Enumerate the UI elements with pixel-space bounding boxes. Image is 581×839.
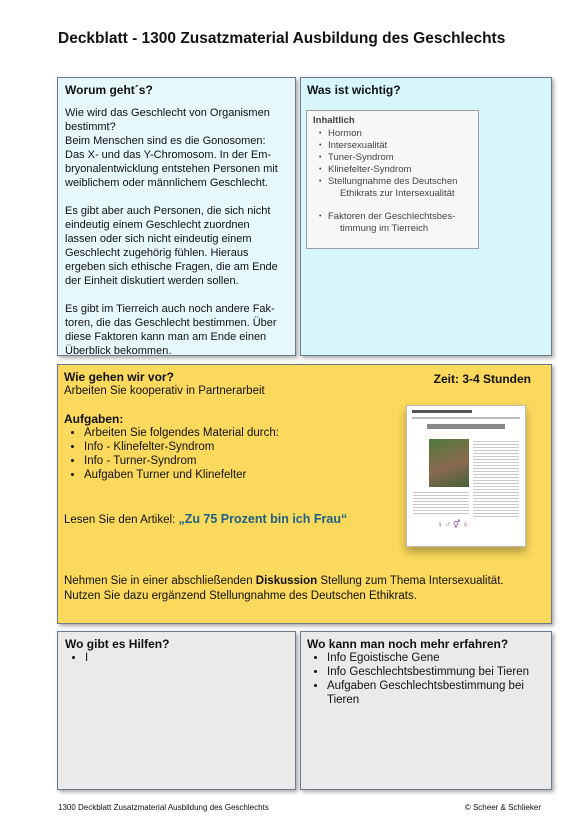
vorgehen-intro: Arbeiten Sie kooperativ in Partnerarbeit [64, 385, 265, 397]
list-item-line: Faktoren der Geschlechtsbes- [328, 211, 456, 222]
worum-para-3 [65, 302, 288, 358]
hilfen-heading: Wo gibt es Hilfen? [65, 637, 170, 651]
article-title[interactable]: „Zu 75 Prozent bin ich Frau“ [178, 512, 348, 526]
list-item: • Intersexualität [319, 140, 472, 152]
diskussion-post: Stellung zum Thema Intersexualität. [317, 575, 504, 587]
vorgehen-heading: Wie gehen wir vor? [64, 370, 174, 384]
inhaltlich-list [313, 128, 472, 235]
thumb-photo [429, 439, 469, 487]
list-item: • Tuner-Syndrom [319, 152, 472, 164]
hilfen-list [65, 651, 288, 665]
list-item: • I [85, 651, 288, 665]
list-item: • Info Geschlechtsbestimmung bei Tieren [327, 665, 545, 679]
aufgaben-heading: Aufgaben: [64, 412, 124, 426]
worum-para-2 [65, 204, 288, 288]
wichtig-heading: Was ist wichtig? [307, 83, 401, 97]
worum-line: Wie wird das Geschlecht von Organismen [65, 107, 270, 119]
thumb-columns [473, 439, 519, 519]
worum-line: Beim Menschen sind es die Gonosomen: [65, 135, 266, 147]
worum-line: Überblick bekommen. [65, 345, 172, 357]
mehr-box [300, 631, 552, 790]
list-item-line: timmung im Tierreich [340, 223, 429, 234]
worum-line: lassen oder sich nicht eindeutig einem [65, 233, 252, 245]
list-item [327, 679, 545, 707]
list-item: • Aufgaben Turner und Klinefelter [84, 468, 545, 482]
mehr-list [307, 651, 545, 707]
worum-line: Geschlecht zugehörig fühlen. Hieraus [65, 247, 249, 259]
zeit-label: Zeit: 3-4 Stunden [433, 372, 531, 386]
worum-line: toren, die das Geschlecht bestimmen. Über [65, 317, 277, 329]
mehr-heading: Wo kann man noch mehr erfahren? [307, 637, 509, 651]
worum-line: Es gibt aber auch Personen, die sich nicht [65, 205, 271, 217]
page-title: Deckblatt - 1300 Zusatzmaterial Ausbildung des Geschlechts [58, 30, 506, 47]
list-item-line: Aufgaben Geschlechtsbestimmung bei [327, 680, 524, 692]
ethikrat-line: Nutzen Sie dazu ergänzend Stellungnahme des Deutschen Ethikrats. [64, 590, 417, 602]
list-item [319, 176, 472, 200]
worum-heading: Worum geht´s? [65, 83, 153, 97]
diskussion-text [64, 574, 504, 604]
lesen-prefix: Lesen Sie den Artikel: [64, 514, 179, 526]
worum-box [57, 77, 296, 356]
list-item [319, 211, 472, 235]
inhaltlich-panel [306, 110, 479, 249]
worum-line: ergeben sich ethische Fragen, die am Ende [65, 261, 278, 273]
list-item: • Info Egoistische Gene [327, 651, 545, 665]
worum-line: diese Faktoren kann man am Ende einen [65, 331, 267, 343]
thumb-headline [427, 424, 505, 429]
footer-right: © Scheer & Schlieker [464, 803, 541, 812]
worum-line: Das X- und das Y-Chromosom. In der Em- [65, 149, 272, 161]
list-item: • Hormon [319, 128, 472, 140]
footer-left: 1300 Deckblatt Zusatzmaterial Ausbildung des Geschlechts [58, 803, 269, 812]
worum-line: der Einheit diskutiert werden sollen. [65, 275, 239, 287]
list-item: • Info - Klinefelter-Syndrom [84, 440, 545, 454]
worum-line: eindeutig einem Geschlecht zuordnen [65, 219, 250, 231]
worum-text [65, 106, 288, 358]
vorgehen-box [57, 364, 552, 624]
worum-para-1 [65, 106, 288, 190]
list-item: • Arbeiten Sie folgendes Material durch: [84, 426, 545, 440]
gender-symbols-icon: ♀♂⚥♀ [437, 520, 471, 529]
worum-line: weiblichem oder männlichem Geschlecht. [65, 177, 268, 189]
list-item-line: Stellungnahme des Deutschen [328, 176, 458, 187]
hilfen-box [57, 631, 296, 790]
list-item-line: Tieren [327, 694, 360, 706]
list-item: • Klinefelter-Syndrom [319, 164, 472, 176]
thumb-header [412, 410, 472, 413]
diskussion-pre: Nehmen Sie in einer abschließenden [64, 575, 256, 587]
diskussion-bold: Diskussion [255, 575, 318, 587]
thumb-rule [412, 417, 520, 419]
thumb-columns [413, 490, 469, 514]
list-item: • Info - Turner-Syndrom [84, 454, 545, 468]
worum-line: bestimmt? [65, 121, 116, 133]
list-item-line: Ethikrats zur Intersexualität [340, 188, 455, 199]
worum-line: bryonalentwicklung entstehen Personen mit [65, 163, 278, 175]
article-thumbnail[interactable] [406, 405, 526, 547]
worum-line: Es gibt im Tierreich auch noch andere Fak- [65, 303, 275, 315]
inhaltlich-heading: Inhaltlich [313, 115, 355, 126]
wichtig-box [300, 77, 552, 356]
